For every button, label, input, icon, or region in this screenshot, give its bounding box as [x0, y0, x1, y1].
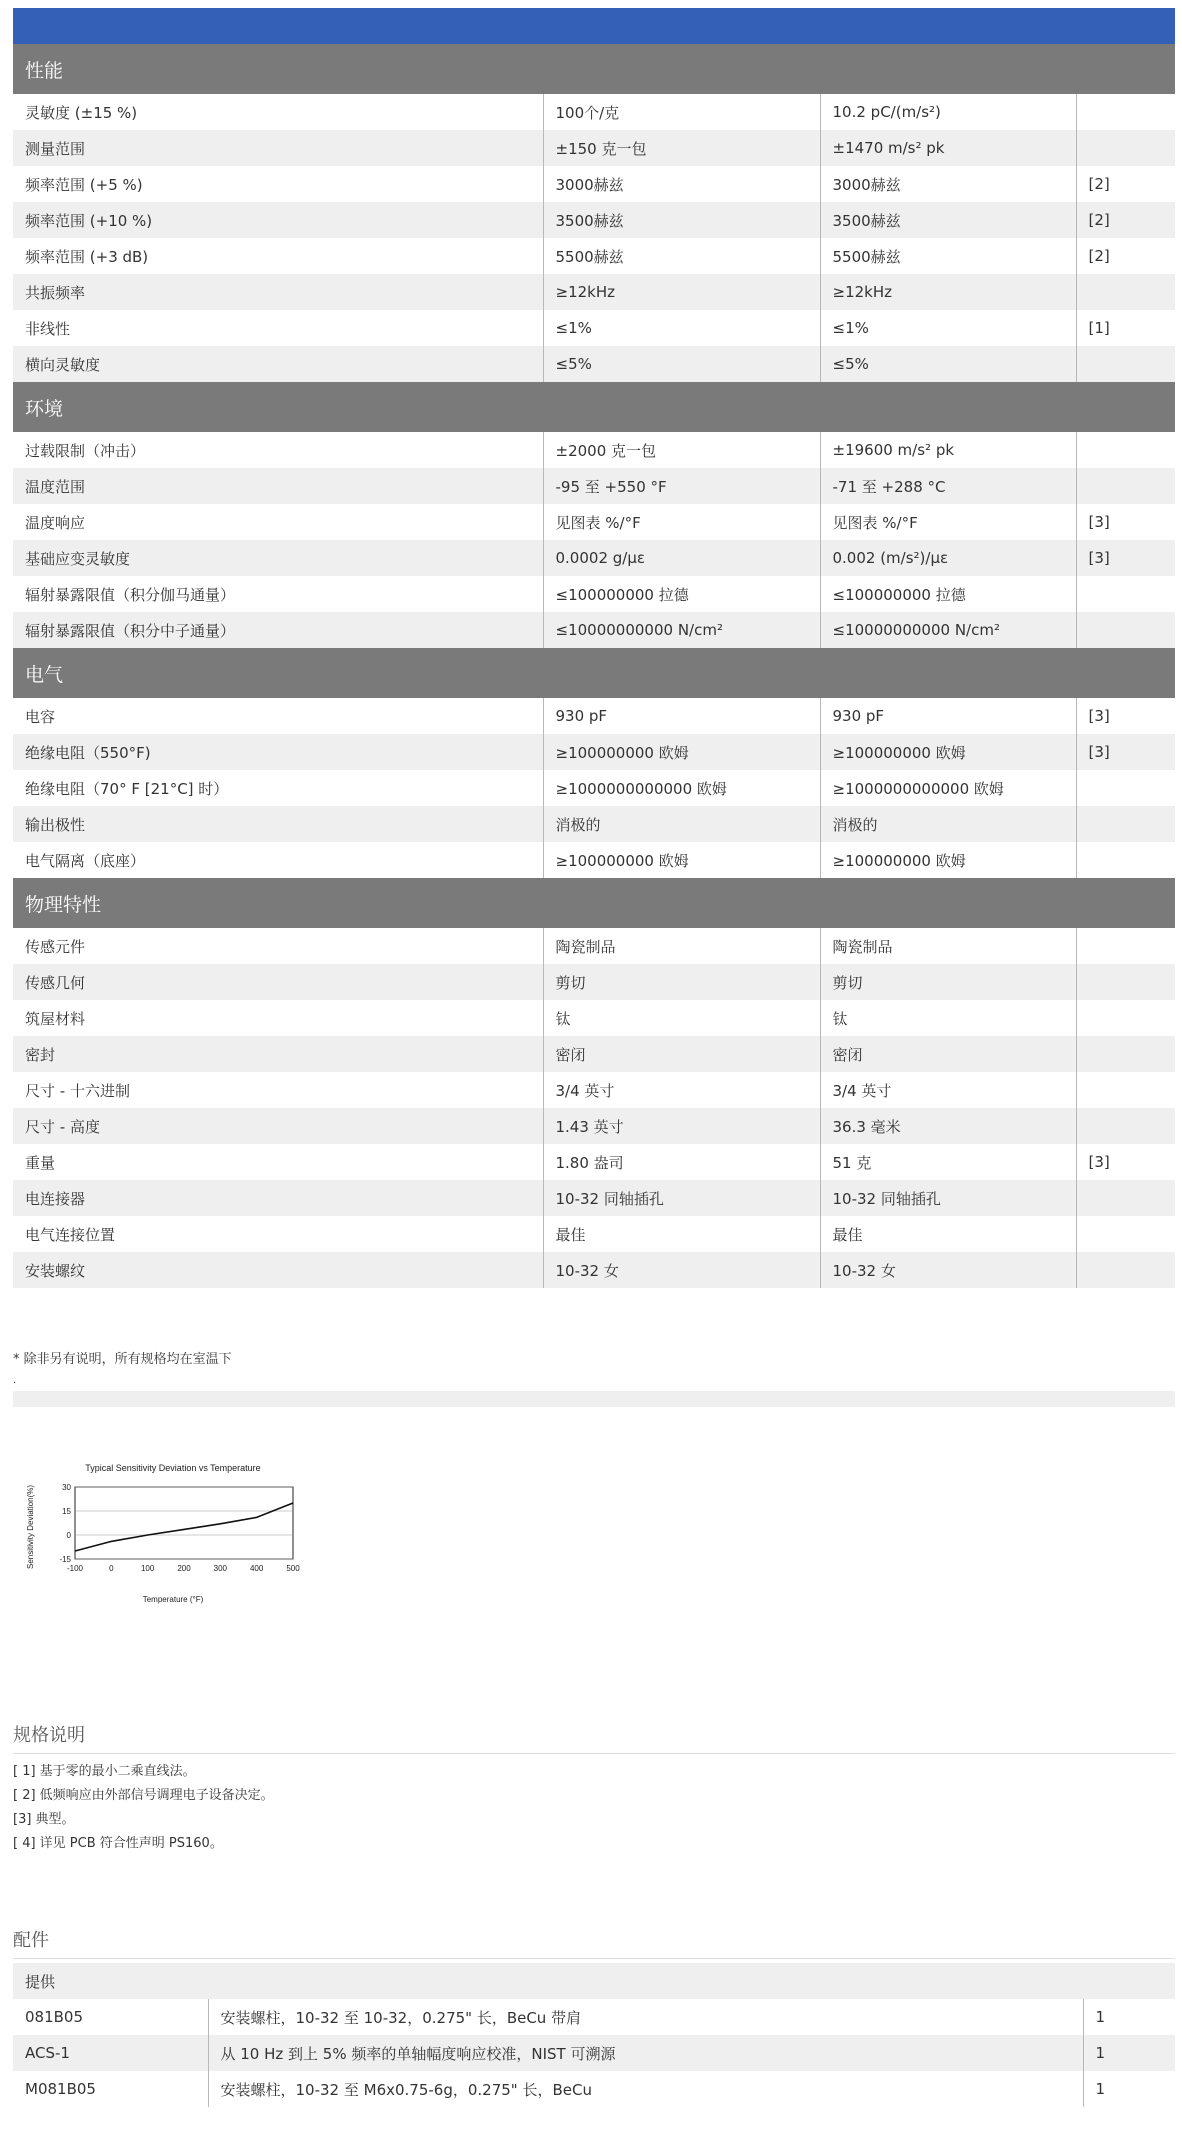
spec-note-ref: [2]	[1076, 202, 1175, 238]
spec-label: 密封	[13, 1036, 543, 1072]
spec-label: 重量	[13, 1144, 543, 1180]
spec-label: 绝缘电阻（550°F)	[13, 734, 543, 770]
spec-note-ref: [3]	[1076, 540, 1175, 576]
spec-row	[13, 1072, 1175, 1108]
y-tick-label: 30	[62, 1483, 71, 1492]
spec-value-imperial: 0.0002 g/με	[543, 540, 820, 576]
x-tick-label: 200	[177, 1564, 191, 1573]
spec-label: 绝缘电阻（70° F [21°C] 时）	[13, 770, 543, 806]
spec-row	[13, 1252, 1175, 1288]
spec-value-imperial: 3500赫兹	[543, 202, 820, 238]
spec-note-ref	[1076, 1252, 1175, 1288]
spec-page	[13, 8, 1175, 2107]
accessory-model: M081B05	[13, 2071, 208, 2107]
spec-row	[13, 698, 1175, 734]
spec-row	[13, 1108, 1175, 1144]
spec-note-ref: [1]	[1076, 310, 1175, 346]
spec-row	[13, 806, 1175, 842]
spec-value-metric: ≤5%	[820, 346, 1076, 382]
spec-row	[13, 238, 1175, 274]
accessory-model: 081B05	[13, 1999, 208, 2035]
accessories-header: 提供	[13, 1963, 1175, 1999]
spec-value-metric: ≥100000000 欧姆	[820, 842, 1076, 878]
spec-value-metric: 密闭	[820, 1036, 1076, 1072]
spec-value-metric: ±19600 m/s² pk	[820, 432, 1076, 468]
spec-value-imperial: ≤1%	[543, 310, 820, 346]
spec-label: 测量范围	[13, 130, 543, 166]
spec-value-metric: 陶瓷制品	[820, 928, 1076, 964]
spec-value-metric: ±1470 m/s² pk	[820, 130, 1076, 166]
spec-value-metric: ≥1000000000000 欧姆	[820, 770, 1076, 806]
spec-row	[13, 928, 1175, 964]
section-title: 物理特性	[13, 878, 1175, 928]
spec-value-metric: 3/4 英寸	[820, 1072, 1076, 1108]
accessories-header-row	[13, 1963, 1175, 1999]
spec-note-ref	[1076, 346, 1175, 382]
divider-band	[13, 1391, 1175, 1407]
spec-note-ref	[1076, 468, 1175, 504]
spec-value-imperial: ≤10000000000 N/cm²	[543, 612, 820, 648]
accessory-row	[13, 2071, 1175, 2107]
spec-label: 非线性	[13, 310, 543, 346]
spec-row	[13, 274, 1175, 310]
spec-row	[13, 540, 1175, 576]
spec-row	[13, 770, 1175, 806]
spec-value-imperial: -95 至 +550 °F	[543, 468, 820, 504]
spec-value-metric: 10-32 同轴插孔	[820, 1180, 1076, 1216]
spec-row	[13, 346, 1175, 382]
spec-row	[13, 576, 1175, 612]
note-item: [ 4] 详见 PCB 符合性声明 PS160。	[13, 1836, 223, 1851]
spec-value-imperial: 见图表 %/°F	[543, 504, 820, 540]
header-bar	[13, 8, 1175, 44]
spec-value-imperial: 3000赫兹	[543, 166, 820, 202]
spec-value-imperial: ±2000 克一包	[543, 432, 820, 468]
spec-note-ref	[1076, 1108, 1175, 1144]
spec-value-metric: ≤100000000 拉德	[820, 576, 1076, 612]
spec-value-imperial: ≤5%	[543, 346, 820, 382]
series-point	[183, 1529, 184, 1530]
spec-row	[13, 1216, 1175, 1252]
spec-value-metric: 钛	[820, 1000, 1076, 1036]
spec-row	[13, 1144, 1175, 1180]
section-title: 环境	[13, 382, 1175, 432]
spec-row	[13, 612, 1175, 648]
spec-note-ref	[1076, 1072, 1175, 1108]
spec-note-ref	[1076, 576, 1175, 612]
spec-value-imperial: 密闭	[543, 1036, 820, 1072]
spec-value-imperial: 1.43 英寸	[543, 1108, 820, 1144]
chart-title: Typical Sensitivity Deviation vs Temperature	[85, 1463, 261, 1473]
spec-value-imperial: 100个/克	[543, 94, 820, 130]
spec-value-metric: 5500赫兹	[820, 238, 1076, 274]
spec-label: 尺寸 - 高度	[13, 1108, 543, 1144]
series-point	[292, 1502, 293, 1503]
spec-value-metric: 930 pF	[820, 698, 1076, 734]
spec-value-metric: ≤10000000000 N/cm²	[820, 612, 1076, 648]
spec-value-metric: 10-32 女	[820, 1252, 1076, 1288]
spec-row	[13, 964, 1175, 1000]
spec-value-imperial: 1.80 盎司	[543, 1144, 820, 1180]
spec-label: 尺寸 - 十六进制	[13, 1072, 543, 1108]
spec-value-metric: 剪切	[820, 964, 1076, 1000]
series-point	[74, 1550, 75, 1551]
accessories-title: 配件	[13, 1926, 1175, 1959]
spec-label: 共振频率	[13, 274, 543, 310]
spec-note-ref	[1076, 1000, 1175, 1036]
spec-note-ref: [3]	[1076, 504, 1175, 540]
spec-value-metric: -71 至 +288 °C	[820, 468, 1076, 504]
section-header	[13, 878, 1175, 928]
spec-label: 筑屋材料	[13, 1000, 543, 1036]
spec-row	[13, 94, 1175, 130]
spec-row	[13, 734, 1175, 770]
spec-value-metric: ≤1%	[820, 310, 1076, 346]
spec-note-ref	[1076, 806, 1175, 842]
section-title: 性能	[13, 44, 1175, 94]
x-tick-label: -100	[66, 1564, 84, 1573]
accessory-quantity: 1	[1083, 1999, 1175, 2035]
note-item: [3] 典型。	[13, 1812, 75, 1827]
spec-value-imperial: 消极的	[543, 806, 820, 842]
spec-label: 过载限制（冲击）	[13, 432, 543, 468]
spec-note-ref	[1076, 432, 1175, 468]
note-item: [ 1] 基于零的最小二乘直线法。	[13, 1764, 196, 1779]
accessory-quantity: 1	[1083, 2035, 1175, 2071]
spec-value-imperial: 剪切	[543, 964, 820, 1000]
spec-note-ref	[1076, 1180, 1175, 1216]
spec-value-metric: ≥12kHz	[820, 274, 1076, 310]
spec-label: 传感几何	[13, 964, 543, 1000]
y-tick-label: -15	[59, 1555, 71, 1564]
accessory-description: 从 10 Hz 到上 5% 频率的单轴幅度响应校准，NIST 可溯源	[208, 2035, 1083, 2071]
spec-value-imperial: ≥12kHz	[543, 274, 820, 310]
spec-note-ref: [3]	[1076, 698, 1175, 734]
spec-row	[13, 468, 1175, 504]
x-tick-label: 300	[213, 1564, 228, 1573]
spec-value-metric: 36.3 毫米	[820, 1108, 1076, 1144]
spec-row	[13, 310, 1175, 346]
chart-ylabel: Sensitivity Deviation(%)	[26, 1484, 35, 1570]
spec-table	[13, 44, 1175, 1288]
spec-value-imperial: 10-32 同轴插孔	[543, 1180, 820, 1216]
spec-row	[13, 1000, 1175, 1036]
accessory-description: 安装螺柱，10-32 至 M6x0.75-6g，0.275" 长，BeCu	[208, 2071, 1083, 2107]
spec-row	[13, 166, 1175, 202]
spec-note-ref	[1076, 94, 1175, 130]
spec-value-imperial: ≥100000000 欧姆	[543, 734, 820, 770]
accessory-row	[13, 2035, 1175, 2071]
spec-value-imperial: 930 pF	[543, 698, 820, 734]
spec-note-ref	[1076, 274, 1175, 310]
series-point	[256, 1517, 257, 1518]
spec-label: 安装螺纹	[13, 1252, 543, 1288]
accessory-quantity: 1	[1083, 2071, 1175, 2107]
accessory-description: 安装螺柱，10-32 至 10-32，0.275" 长，BeCu 带肩	[208, 1999, 1083, 2035]
notes-title: 规格说明	[13, 1721, 1175, 1754]
spec-value-metric: 51 克	[820, 1144, 1076, 1180]
notes-list	[13, 1760, 1175, 1856]
spec-label: 温度范围	[13, 468, 543, 504]
spec-row	[13, 504, 1175, 540]
spec-value-imperial: 3/4 英寸	[543, 1072, 820, 1108]
x-tick-label: 0	[109, 1564, 114, 1573]
spec-value-imperial: 5500赫兹	[543, 238, 820, 274]
spec-label: 传感元件	[13, 928, 543, 964]
section-header	[13, 382, 1175, 432]
spec-label: 灵敏度 (±15 %)	[13, 94, 543, 130]
spec-row	[13, 432, 1175, 468]
series-line	[75, 1503, 293, 1551]
spec-note-ref	[1076, 928, 1175, 964]
section-title: 电气	[13, 648, 1175, 698]
spec-value-metric: 10.2 pC/(m/s²)	[820, 94, 1076, 130]
footnote-dot: .	[13, 1375, 17, 1386]
accessories-table	[13, 1963, 1175, 2107]
spec-note-ref	[1076, 612, 1175, 648]
series-point	[220, 1523, 221, 1524]
spec-label: 电气连接位置	[13, 1216, 543, 1252]
x-tick-label: 100	[140, 1564, 155, 1573]
spec-value-imperial: 最佳	[543, 1216, 820, 1252]
spec-value-metric: 0.002 (m/s²)/με	[820, 540, 1076, 576]
chart-xlabel: Temperature (°F)	[142, 1595, 204, 1604]
spec-note-ref: [2]	[1076, 166, 1175, 202]
spec-value-metric: 3000赫兹	[820, 166, 1076, 202]
spec-note-ref	[1076, 842, 1175, 878]
spec-label: 电容	[13, 698, 543, 734]
spec-label: 频率范围 (+5 %)	[13, 166, 543, 202]
spec-row	[13, 1180, 1175, 1216]
spec-label: 输出极性	[13, 806, 543, 842]
spec-label: 辐射暴露限值（积分伽马通量）	[13, 576, 543, 612]
y-tick-label: 0	[66, 1531, 71, 1540]
series-point	[111, 1541, 112, 1542]
spec-row	[13, 202, 1175, 238]
spec-value-imperial: ≤100000000 拉德	[543, 576, 820, 612]
spec-note-ref	[1076, 1036, 1175, 1072]
spec-value-metric: 见图表 %/°F	[820, 504, 1076, 540]
spec-note-ref	[1076, 1216, 1175, 1252]
spec-value-imperial: ≥1000000000000 欧姆	[543, 770, 820, 806]
spec-value-imperial: 钛	[543, 1000, 820, 1036]
spec-note-ref: [2]	[1076, 238, 1175, 274]
x-tick-label: 500	[286, 1564, 300, 1573]
spec-label: 电连接器	[13, 1180, 543, 1216]
spec-label: 电气隔离（底座）	[13, 842, 543, 878]
spec-note-ref	[1076, 130, 1175, 166]
spec-label: 频率范围 (+3 dB)	[13, 238, 543, 274]
footnote: * 除非另有说明，所有规格均在室温下	[13, 1352, 232, 1367]
spec-label: 温度响应	[13, 504, 543, 540]
spec-value-metric: 3500赫兹	[820, 202, 1076, 238]
spec-row	[13, 842, 1175, 878]
spec-note-ref	[1076, 770, 1175, 806]
spec-note-ref	[1076, 964, 1175, 1000]
section-header	[13, 44, 1175, 94]
spec-label: 辐射暴露限值（积分中子通量）	[13, 612, 543, 648]
spec-row	[13, 130, 1175, 166]
spec-value-imperial: ≥100000000 欧姆	[543, 842, 820, 878]
accessory-model: ACS-1	[13, 2035, 208, 2071]
note-item: [ 2] 低频响应由外部信号调理电子设备决定。	[13, 1788, 274, 1803]
temperature-chart	[23, 1457, 323, 1607]
spec-value-imperial: 10-32 女	[543, 1252, 820, 1288]
spec-value-metric: 消极的	[820, 806, 1076, 842]
section-header	[13, 648, 1175, 698]
spec-value-imperial: ±150 克一包	[543, 130, 820, 166]
spec-label: 横向灵敏度	[13, 346, 543, 382]
x-tick-label: 400	[249, 1564, 264, 1573]
spec-label: 频率范围 (+10 %)	[13, 202, 543, 238]
chart-frame	[75, 1487, 293, 1559]
spec-row	[13, 1036, 1175, 1072]
spec-value-metric: ≥100000000 欧姆	[820, 734, 1076, 770]
spec-value-imperial: 陶瓷制品	[543, 928, 820, 964]
spec-label: 基础应变灵敏度	[13, 540, 543, 576]
y-tick-label: 15	[62, 1507, 71, 1516]
spec-note-ref: [3]	[1076, 734, 1175, 770]
series-point	[147, 1534, 148, 1535]
accessory-row	[13, 1999, 1175, 2035]
spec-note-ref: [3]	[1076, 1144, 1175, 1180]
spec-value-metric: 最佳	[820, 1216, 1076, 1252]
